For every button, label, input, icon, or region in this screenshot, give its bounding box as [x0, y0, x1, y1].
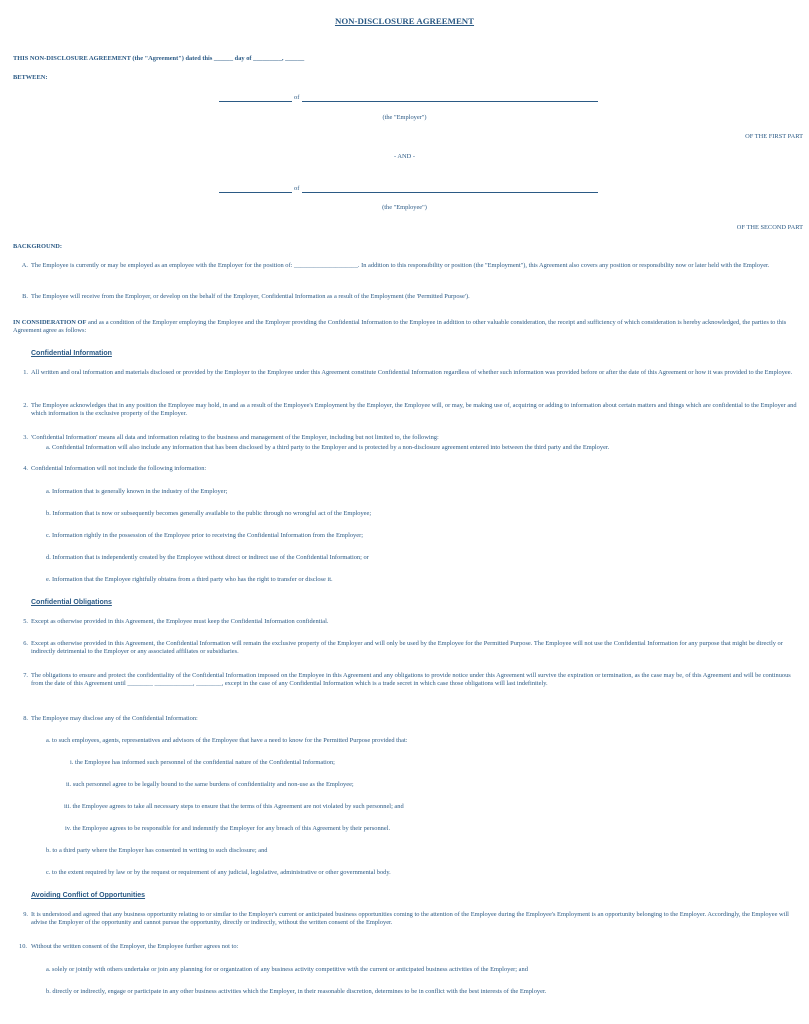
consideration-paragraph: [13, 319, 803, 336]
clause-8b: b. to a third party where the Employer has consented in writing to such disclosure; and: [46, 847, 268, 854]
clause-2: The Employee acknowledges that in any position the Employee may hold, in and as a result of the Employee's Employment by the Employer, the Employee will, or may, be making use of, acquiring or adding to information about certain matters and things which are confidential to the Employer and which information is the exclusive property of the Employer.: [31, 402, 797, 418]
second-part-label: OF THE SECOND PART: [736, 224, 803, 231]
clause-number: 10.: [19, 943, 27, 950]
clause-number: 7.: [23, 672, 28, 679]
background-b-number: B.: [22, 293, 28, 300]
clause-4d: d. Information that is independently created by the Employee without direct or indirect use of the Confidential Information; or: [46, 554, 369, 561]
clause-7: The obligations to ensure and protect the confidentiality of the Confidential Information imposed on the Employee in this Agreement and any obligations to provide notice under this Agreement will survive the expiration or termination, as the case may be, of this Agreement and will be continuous from the date of this Agreement until ________ ____________, ________, except in the case of any Confidential Information which is a trade secret in which case those obligations will last indefinitely.: [31, 672, 791, 688]
clause-8a-iii: iii. the Employee agrees to take all necessary steps to ensure that the terms of this Agreement are not violated by such personnel; and: [64, 803, 404, 810]
between-heading: BETWEEN:: [13, 74, 48, 81]
clause-10: Without the written consent of the Employer, the Employee further agrees not to:: [31, 943, 239, 950]
clause-6: Except as otherwise provided in this Agreement, the Confidential Information will remain the exclusive property of the Employer and will only be used by the Employee for the Permitted Purpose. The Employee will not use the Confidential Information for any purpose that might be directly or indirectly detrimental to the Employer or any associated affiliates or subsidiaries.: [31, 640, 783, 656]
employee-name-blank: [219, 192, 292, 193]
first-part-label: OF THE FIRST PART: [745, 133, 803, 140]
clause-4e: e. Information that the Employee rightfully obtains from a third party who has the right to transfer or disclose it.: [46, 576, 333, 583]
clause-number: 6.: [23, 640, 28, 647]
clause-8a-i: i. the Employee has informed such personnel of the confidential nature of the Confidential Information;: [70, 759, 335, 766]
and-separator: - AND -: [394, 153, 415, 160]
employer-name-blank: [219, 101, 292, 102]
clause-number: 5.: [23, 618, 28, 625]
clause-8c: c. to the extent required by law or by the request or requirement of any judicial, legislative, administrative or other governmental body.: [46, 869, 391, 876]
employer-label: (the "Employer"): [382, 114, 427, 121]
clause-5: Except as otherwise provided in this Agreement, the Employee must keep the Confidential Information confidential.: [31, 618, 329, 625]
clause-3: 'Confidential Information' means all data and information relating to the business and management of the Employer, including but not limited to, the following:: [31, 434, 439, 441]
agreement-dated-line: THIS NON-DISCLOSURE AGREEMENT (the "Agreement") dated this ______ day of _________, ______: [13, 55, 305, 62]
clause-number: 9.: [23, 911, 28, 918]
clause-number: 1.: [23, 369, 28, 376]
clause-10a: a. solely or jointly with others undertake or join any planning for or organization of any business activity competitive with the current or anticipated business activities of the Employer; and: [46, 966, 528, 973]
party-of-label: of: [294, 185, 300, 192]
clause-4: Confidential Information will not include the following information:: [31, 465, 207, 472]
clause-number: 3.: [23, 434, 28, 441]
clause-4c: c. Information rightly in the possession of the Employee prior to receiving the Confidential Information from the Employer;: [46, 532, 363, 539]
clause-number: 2.: [23, 402, 28, 409]
consideration-text: and as a condition of the Employer employing the Employee and the Employer providing the Confidential Information to the Employee in addition to other valuable consideration, the receipt and sufficiency of which consideration is hereby acknowledged, the parties to this Agreement agree as follows:: [13, 319, 787, 335]
employee-address-blank: [302, 192, 598, 193]
background-a-text: The Employee is currently or may be employed as an employee with the Employer for the position of: ____________________. In addition to this responsibility or position (the "Employment"), this Agreement also covers any position or responsibility now or later held with the Employer.: [31, 262, 770, 269]
consideration-lead: IN CONSIDERATION OF: [13, 319, 87, 326]
background-heading: BACKGROUND:: [13, 243, 62, 250]
background-a-number: A.: [21, 262, 28, 269]
clause-10b: b. directly or indirectly, engage or participate in any other business activities which the Employer, in their reasonable discretion, determines to be in conflict with the best interests of the Employer.: [46, 988, 547, 995]
party-of-label: of: [294, 94, 300, 101]
clause-number: 8.: [23, 715, 28, 722]
clause-8a-ii: ii. such personnel agree to be legally bound to the same burdens of confidentiality and non-use as the Employee;: [66, 781, 354, 788]
clause-9: It is understood and agreed that any business opportunity relating to or similar to the Employer's current or anticipated business opportunities coming to the attention of the Employee during the Employee's Employment is an opportunity belonging to the Employer. Accordingly, the Employee will advise the Employer of the opportunity and cannot pursue the opportunity, directly or indirectly, without the written consent of the Employer.: [31, 911, 789, 927]
clause-1: All written and oral information and materials disclosed or provided by the Employer to the Employee under this Agreement constitute Confidential Information regardless of whether such information was provided before or after the date of this Agreement or how it was provided to the Employee.: [31, 369, 793, 376]
clause-3a: a. Confidential Information will also include any information that has been disclosed by a third party to the Employer and is protected by a non-disclosure agreement entered into between the third party and the Employer.: [46, 444, 610, 451]
employer-address-blank: [302, 101, 598, 102]
employee-label: (the "Employee"): [382, 204, 427, 211]
background-b-text: The Employee will receive from the Employer, or develop on the behalf of the Employer, Confidential Information as a result of the Employment (the 'Permitted Purpose').: [31, 293, 470, 300]
clause-8a: a. to such employees, agents, representatives and advisors of the Employee that have a need to know for the Permitted Purpose provided that:: [46, 737, 408, 744]
document-title: NON-DISCLOSURE AGREEMENT: [334, 16, 475, 26]
clause-4b: b. Information that is now or subsequently becomes generally available to the public through no wrongful act of the Employee;: [46, 510, 372, 517]
section-confidential-obligations: Confidential Obligations: [31, 599, 112, 606]
clause-number: 4.: [23, 465, 28, 472]
clause-4a: a. Information that is generally known in the industry of the Employer;: [46, 488, 228, 495]
clause-8: The Employee may disclose any of the Confidential Information:: [31, 715, 198, 722]
section-avoiding-conflict: Avoiding Conflict of Opportunities: [31, 892, 146, 899]
section-confidential-information: Confidential Information: [31, 350, 112, 357]
clause-8a-iv: iv. the Employee agrees to be responsible for and indemnify the Employer for any breach of this Agreement by their personnel.: [65, 825, 391, 832]
